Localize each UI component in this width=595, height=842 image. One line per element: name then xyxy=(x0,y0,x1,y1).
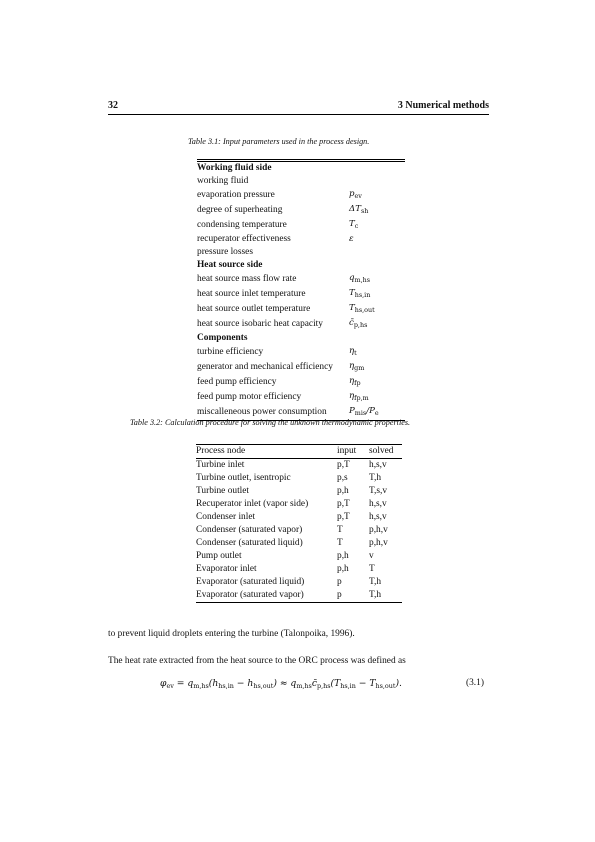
parameter-label: heat source outlet temperature xyxy=(197,304,311,314)
equation-subscript: hs,out xyxy=(253,682,274,690)
parameter-symbol xyxy=(349,161,405,176)
column-header-input: input xyxy=(337,445,369,459)
chapter-title: 3 Numerical methods xyxy=(397,100,489,111)
parameter-label: turbine efficiency xyxy=(197,347,264,357)
solved-cell: T,h xyxy=(369,577,382,587)
input-cell: p xyxy=(337,590,342,600)
parameter-symbol xyxy=(349,375,405,390)
parameter-row xyxy=(197,203,405,218)
calculation-procedure-table xyxy=(196,444,402,603)
symbol-subscript: fp xyxy=(354,379,361,387)
parameter-row xyxy=(197,218,405,233)
symbol-main: p xyxy=(349,189,355,199)
equation-subscript: hs,out xyxy=(375,682,396,690)
parameter-label: heat source inlet temperature xyxy=(197,289,306,299)
input-cell: p xyxy=(337,577,342,587)
parameter-label: evaporation pressure xyxy=(197,190,275,200)
solved-cell: T,h xyxy=(369,590,382,600)
symbol-subscript: gm xyxy=(354,364,365,372)
process-node-cell: Evaporator inlet xyxy=(196,564,257,574)
equation-term: ) ≈ q xyxy=(273,678,297,689)
equation-subscript: m,hs xyxy=(296,682,312,690)
table-row xyxy=(196,550,402,563)
parameter-symbol xyxy=(349,317,405,332)
table-row xyxy=(196,472,402,485)
process-node-cell: Turbine outlet xyxy=(196,486,250,496)
solved-cell: p,h,v xyxy=(369,525,388,535)
parameter-row xyxy=(197,175,405,188)
section-label: Components xyxy=(197,333,248,343)
parameter-symbol xyxy=(349,302,405,317)
parameter-symbol xyxy=(349,246,405,259)
symbol-subscript: e xyxy=(374,409,379,417)
parameter-symbol xyxy=(349,233,405,246)
parameter-row xyxy=(197,188,405,203)
input-cell: p,T xyxy=(337,499,350,509)
solved-cell: h,s,v xyxy=(369,512,387,522)
input-cell: p,T xyxy=(337,460,350,470)
symbol-subscript: p,hs xyxy=(353,321,368,329)
table-3-2-caption: Table 3.2: Calculation procedure for solving the unknown thermodynamic properties. xyxy=(130,418,411,427)
solved-cell: h,s,v xyxy=(369,460,387,470)
body-paragraph: The heat rate extracted from the heat source to the ORC process was defined as xyxy=(108,656,406,666)
equation-subscript: p,hs xyxy=(316,682,331,690)
parameter-symbol xyxy=(349,218,405,233)
equation-3-1 xyxy=(160,678,402,690)
section-label: Working fluid side xyxy=(197,163,272,173)
table-row xyxy=(196,511,402,524)
equation-term: = q xyxy=(173,678,194,689)
parameter-label: condensing temperature xyxy=(197,220,287,230)
parameter-row xyxy=(197,390,405,405)
symbol-main: P xyxy=(349,406,355,416)
equation-term: φ xyxy=(160,678,167,689)
equation-subscript: hs,in xyxy=(218,682,234,690)
solved-cell: T,h xyxy=(369,473,382,483)
equation-term: c̄ xyxy=(311,678,317,689)
solved-cell: T,s,v xyxy=(369,486,388,496)
input-cell: p,h xyxy=(337,551,349,561)
process-node-cell: Condenser (saturated vapor) xyxy=(196,525,303,535)
symbol-main: η xyxy=(349,391,355,401)
table-row xyxy=(196,498,402,511)
parameter-row xyxy=(197,317,405,332)
section-header-row xyxy=(197,259,405,272)
parameter-symbol xyxy=(349,287,405,302)
page-number: 32 xyxy=(108,100,118,111)
equation-term: (h xyxy=(208,678,219,689)
parameter-row xyxy=(197,246,405,259)
table-row xyxy=(196,563,402,576)
parameter-symbol xyxy=(349,332,405,345)
section-header-row xyxy=(197,332,405,345)
parameter-row xyxy=(197,233,405,246)
input-cell: p,h xyxy=(337,486,349,496)
parameter-label: feed pump efficiency xyxy=(197,377,277,387)
equation-term: − T xyxy=(355,678,376,689)
symbol-main: /P xyxy=(366,406,375,416)
symbol-main: ΔT xyxy=(349,204,361,214)
table-row xyxy=(196,576,402,589)
solved-cell: v xyxy=(369,551,374,561)
column-header-solved: solved xyxy=(369,445,402,459)
process-node-cell: Condenser inlet xyxy=(196,512,256,522)
table-row xyxy=(196,524,402,537)
parameter-symbol xyxy=(349,360,405,375)
input-cell: p,h xyxy=(337,564,349,574)
symbol-subscript: hs,out xyxy=(354,306,375,314)
body-paragraph: to prevent liquid droplets entering the turbine (Talonpoika, 1996). xyxy=(108,629,355,639)
parameter-label: heat source isobaric heat capacity xyxy=(197,319,323,329)
table-row xyxy=(196,459,402,473)
symbol-main: η xyxy=(349,346,355,356)
parameter-symbol xyxy=(349,259,405,272)
input-parameters-table xyxy=(197,159,405,421)
equation-term: − h xyxy=(233,678,254,689)
parameter-row xyxy=(197,272,405,287)
process-node-cell: Turbine outlet, isentropic xyxy=(196,473,291,483)
table-row xyxy=(196,589,402,603)
solved-cell: h,s,v xyxy=(369,499,387,509)
process-node-cell: Evaporator (saturated liquid) xyxy=(196,577,305,587)
table-row xyxy=(196,485,402,498)
symbol-subscript: mis xyxy=(354,409,367,417)
equation-subscript: m,hs xyxy=(193,682,209,690)
parameter-symbol xyxy=(349,272,405,287)
parameter-row xyxy=(197,375,405,390)
solved-cell: p,h,v xyxy=(369,538,388,548)
column-header-process-node: Process node xyxy=(196,445,337,459)
process-node-cell: Turbine inlet xyxy=(196,460,245,470)
parameter-row xyxy=(197,302,405,317)
input-cell: T xyxy=(337,525,343,535)
running-header xyxy=(108,100,489,115)
symbol-main: q xyxy=(349,273,355,283)
section-label: Heat source side xyxy=(197,260,263,270)
symbol-main: T xyxy=(349,288,355,298)
parameter-row xyxy=(197,345,405,360)
symbol-main: T xyxy=(349,219,355,229)
equation-term: (T xyxy=(330,678,341,689)
parameter-symbol xyxy=(349,175,405,188)
symbol-subscript: hs,in xyxy=(354,291,371,299)
parameter-symbol xyxy=(349,188,405,203)
parameter-row xyxy=(197,287,405,302)
symbol-main: η xyxy=(349,376,355,386)
parameter-label: generator and mechanical efficiency xyxy=(197,362,333,372)
input-cell: p,s xyxy=(337,473,348,483)
symbol-main: ε xyxy=(349,234,354,244)
symbol-main: c̄ xyxy=(349,318,354,328)
section-header-row xyxy=(197,161,405,176)
process-node-cell: Evaporator (saturated vapor) xyxy=(196,590,304,600)
solved-cell: T xyxy=(369,564,375,574)
symbol-main: T xyxy=(349,303,355,313)
symbol-subscript: m,hs xyxy=(354,276,371,284)
parameter-symbol xyxy=(349,390,405,405)
symbol-subscript: t xyxy=(354,349,357,357)
parameter-label: recuperator effectiveness xyxy=(197,234,291,244)
process-node-cell: Recuperator inlet (vapor side) xyxy=(196,499,309,509)
symbol-subscript: fp,m xyxy=(354,394,369,402)
parameter-label: heat source mass flow rate xyxy=(197,274,297,284)
parameter-symbol xyxy=(349,203,405,218)
parameter-label: pressure losses xyxy=(197,247,253,257)
equation-subscript: hs,in xyxy=(340,682,356,690)
table-header-row xyxy=(196,445,402,459)
parameter-label: miscalleneous power consumption xyxy=(197,407,327,417)
process-node-cell: Condenser (saturated liquid) xyxy=(196,538,303,548)
symbol-subscript: c xyxy=(354,222,359,230)
process-node-cell: Pump outlet xyxy=(196,551,242,561)
parameter-label: feed pump motor efficiency xyxy=(197,392,302,402)
parameter-label: degree of superheating xyxy=(197,205,283,215)
table-3-1-caption: Table 3.1: Input parameters used in the process design. xyxy=(188,137,370,146)
parameter-label: working fluid xyxy=(197,176,249,186)
symbol-subscript: sh xyxy=(360,207,369,215)
parameter-row xyxy=(197,360,405,375)
input-cell: p,T xyxy=(337,512,350,522)
table-row xyxy=(196,537,402,550)
parameter-symbol xyxy=(349,345,405,360)
equation-subscript: ev xyxy=(166,682,174,690)
equation-term: ). xyxy=(395,678,402,689)
symbol-main: η xyxy=(349,361,355,371)
equation-number: (3.1) xyxy=(466,678,484,688)
symbol-subscript: ev xyxy=(354,192,362,200)
input-cell: T xyxy=(337,538,343,548)
